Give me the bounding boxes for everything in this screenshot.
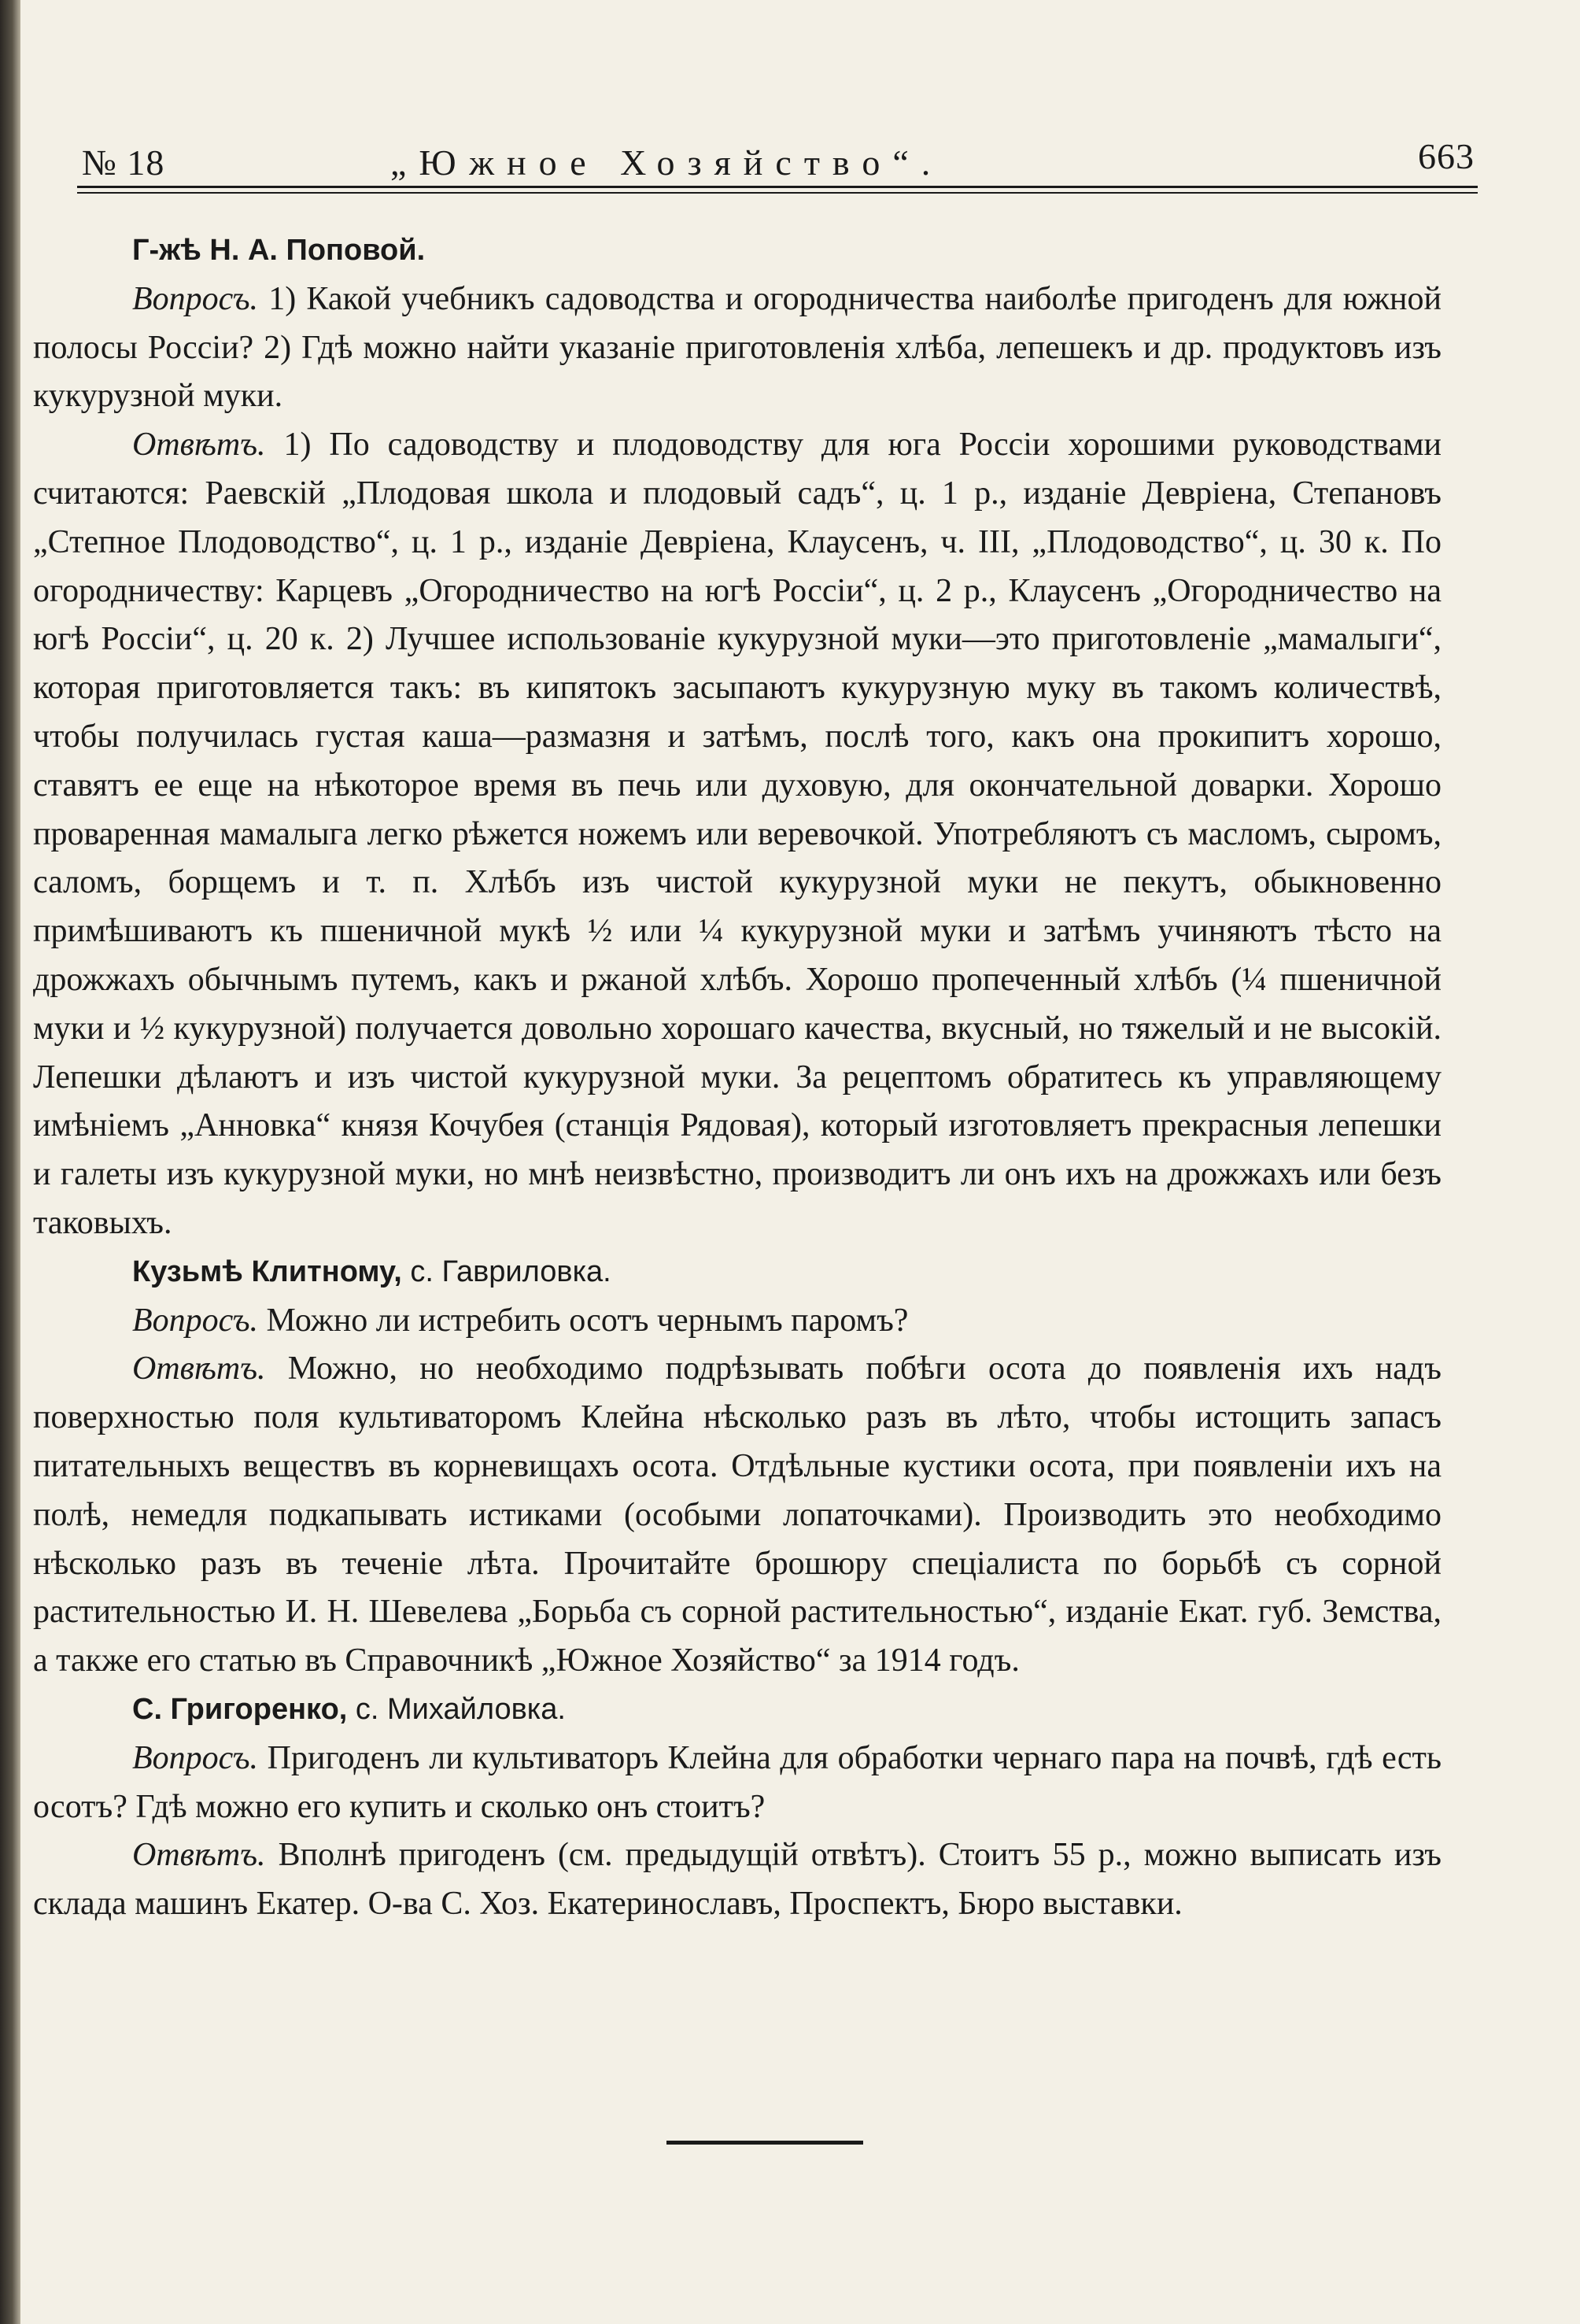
addressee-name: Г-жѣ Н. А. Поповой.	[132, 234, 426, 267]
addressee-name: Кузьмѣ Клитному,	[132, 1254, 402, 1288]
question-text: Можно ли истребить осотъ чернымъ паромъ?	[258, 1302, 909, 1339]
answer-paragraph	[33, 1345, 1442, 1686]
issue-number: № 18	[82, 142, 165, 183]
addressee-place: с. Михайловка.	[347, 1692, 566, 1726]
addressee-name: С. Григоренко,	[132, 1692, 348, 1726]
question-text: 1) Какой учебникъ садоводства и огородничества наиболѣе пригоденъ для южной полосы Россіи? 2) Гдѣ можно найти указаніе приготовленія хлѣба, лепешекъ и др. продуктовъ изъ кукурузной муки.	[33, 280, 1442, 415]
running-header	[82, 132, 1475, 187]
section-end-rule	[666, 2141, 863, 2145]
question-label: Вопросъ.	[132, 1739, 259, 1776]
page-number: 663	[1418, 136, 1475, 176]
addressee-line	[33, 227, 1442, 275]
header-rule-bottom	[77, 192, 1478, 194]
answer-label: Отвѣтъ.	[132, 1837, 266, 1874]
book-binding-edge	[0, 0, 20, 2324]
answer-text: 1) По садоводству и плодоводству для юга Россіи хорошими руководствами считаются: Раевскій „Плодовая школа и плодовый садъ“, ц. 1 р., изданіе Девріена, Степановъ „Степное Плодоводство“, ц. 1 р., изданіе Девріена, Клаусенъ, ч. III, „Плодоводство“, ц. 30 к. По огородничеству: Карцевъ „Огородничество на югѣ Россіи“, ц. 2 р., Клаусенъ „Огородничество на югѣ Россіи“, ц. 20 к. 2) Лучшее использованіе кукурузной муки—это приготовленіе „мамалыги“, которая приготовляется такъ: въ кипятокъ засыпаютъ кукурузную муку въ такомъ количествѣ, чтобы получилась густая каша—размазня и затѣмъ, послѣ того, какъ она прокипитъ хорошо, ставятъ ее еще на нѣкоторое время въ печь или духовую, для окончательной доварки. Хорошо проваренная мамалыга легко рѣжется ножемъ или веревочкой. Употребляютъ съ масломъ, сыромъ, саломъ, борщемъ и т. п. Хлѣбъ изъ чистой кукурузной муки не пекутъ, обыкновенно примѣшиваютъ къ пшеничной мукѣ ½ или ¼ кукурузной муки и затѣмъ учиняютъ тѣсто на дрожжахъ обычнымъ путемъ, какъ и ржаной хлѣбъ. Хорошо пропеченный хлѣбъ (¼ пшеничной муки и ½ кукурузной) получается довольно хорошаго качества, вкусный, но тяжелый и не высокій. Лепешки дѣлаютъ и изъ чистой кукурузной муки. За рецептомъ обратитесь къ управляющему имѣніемъ „Анновка“ князя Кочубея (станція Рядовая), который изготовляетъ прекрасныя лепешки и галеты изъ кукурузной муки, но мнѣ неизвѣстно, производитъ ли онъ ихъ на дрожжахъ или безъ таковыхъ.	[33, 427, 1442, 1241]
question-paragraph	[33, 275, 1442, 421]
question-label: Вопросъ.	[132, 280, 259, 317]
question-label: Вопросъ.	[132, 1302, 259, 1339]
correspondence-column	[33, 227, 1442, 1929]
question-paragraph	[33, 1735, 1442, 1832]
question-text: Пригоденъ ли культиваторъ Клейна для обработки чернаго пара на почвѣ, гдѣ есть осотъ? Гдѣ можно его купить и сколько онъ стоитъ?	[33, 1739, 1442, 1825]
answer-text: Вполнѣ пригоденъ (см. предыдущій отвѣтъ). Стоитъ 55 р., можно выписать изъ склада машинъ Екатер. О-ва С. Хоз. Екатеринославъ, Проспектъ, Бюро выставки.	[33, 1837, 1442, 1923]
answer-text: Можно, но необходимо подрѣзывать побѣги осота до появленія ихъ надъ поверхностью поля культиваторомъ Клейна нѣсколько разъ въ лѣто, чтобы истощить запасъ питательныхъ веществъ въ корневищахъ осота. Отдѣльные кустики осота, при появленіи ихъ на полѣ, немедля подкапывать истиками (особыми лопаточками). Производить это необходимо нѣсколько разъ въ теченіе лѣта. Прочитайте брошюру спеціалиста по борьбѣ съ сорной растительностью И. Н. Шевелева „Борьба съ сорной растительностью“, изданіе Екат. губ. Земства, а также его статью въ Справочникѣ „Южное Хозяйство“ за 1914 годъ.	[33, 1350, 1442, 1679]
answer-label: Отвѣтъ.	[132, 427, 266, 464]
journal-page	[33, 0, 1475, 2324]
question-paragraph	[33, 1297, 1442, 1346]
journal-title: „Южное Хозяйство“.	[390, 142, 943, 183]
addressee-line	[33, 1248, 1442, 1297]
answer-paragraph	[33, 421, 1442, 1248]
answer-label: Отвѣтъ.	[132, 1350, 266, 1387]
addressee-place: с. Гавриловка.	[401, 1254, 611, 1288]
addressee-line	[33, 1686, 1442, 1735]
header-rule-top	[77, 186, 1478, 188]
answer-paragraph	[33, 1831, 1442, 1929]
